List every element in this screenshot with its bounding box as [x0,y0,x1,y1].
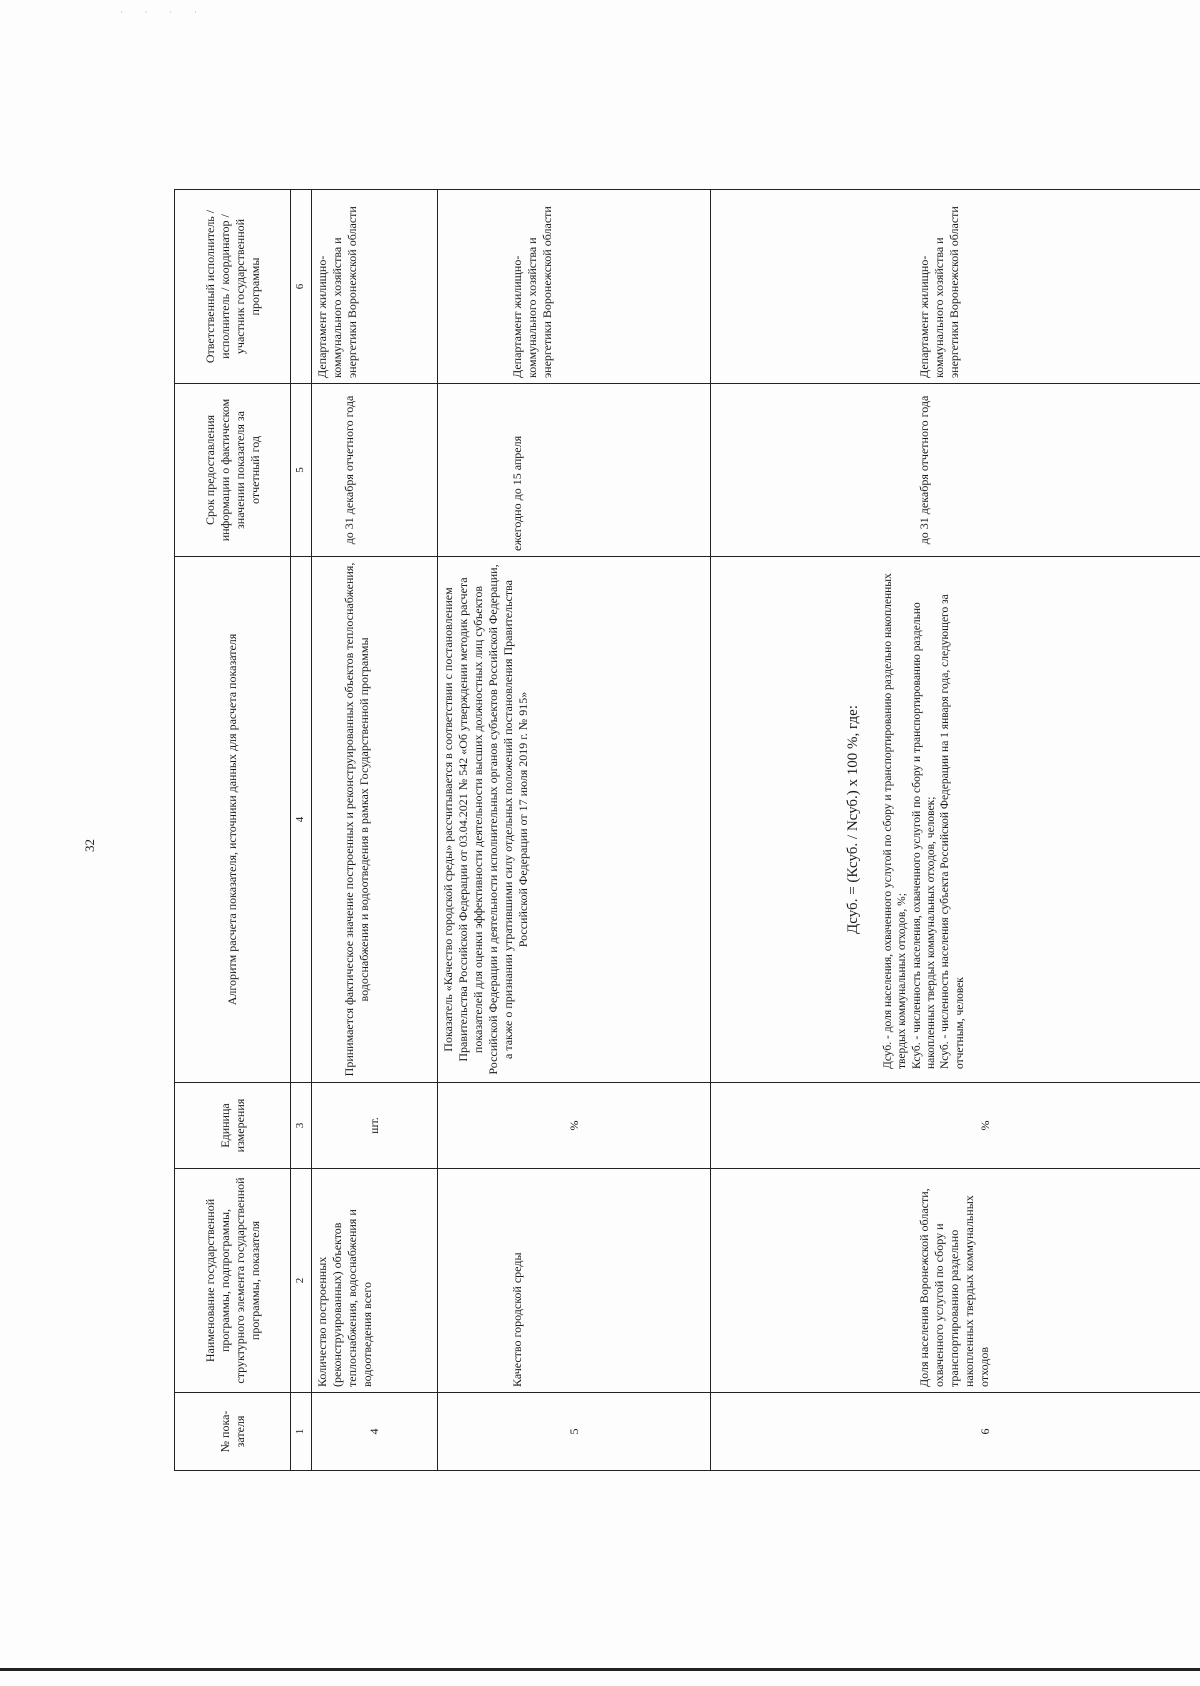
indicator-deadline: до 31 декабря отчетного года [312,384,438,557]
indicator-unit: % [711,1083,1200,1169]
header-deadline: Срок предоставления информации о фактическом значении показателя за отчетный год [175,384,291,557]
formula: Дсуб. = (Ксуб. / Nсуб.) x 100 %, где: [845,705,861,934]
page-number: 32 [82,839,97,852]
header-number: № пока-зателя [175,1393,291,1471]
formula-definition: Nсуб. - численность населения субъекта Российской Федерации на 1 января года, следующего за отчетным, человек [939,594,966,1069]
table-row [438,190,711,1471]
column-number: 5 [291,384,312,557]
indicator-deadline: до 31 декабря отчетного года [711,384,1200,557]
header-algorithm: Алгоритм расчета показателя, источники данных для расчета показателя [175,557,291,1083]
indicator-algorithm: Принимается фактическое значение построенных и реконструированных объектов теплоснабжения, водоснабжения и водоотведения в рамках Государственной программы [312,557,438,1083]
indicator-table [174,189,1200,1471]
row-number: 4 [312,1393,438,1471]
table-row [312,190,438,1471]
column-number: 3 [291,1083,312,1169]
column-number-row [291,190,312,1471]
indicator-responsible: Департамент жилищно-коммунального хозяйства и энергетики Воронежской области [711,190,1200,384]
indicator-algorithm: Показатель «Качество городской среды» рассчитывается в соответствии с постановлением Правительства Российской Федерации от 03.04.2021 № 542 «Об утверждении методик расчета показателей для оценки эффективности деятельности высших должностных лиц субъектов Российской Федерации и деятельности исполнительных органов субъектов Российской Федерации, а также о признании утратившими силу отдельных положений постановления Правительства Российской Федерации от 17 июля 2019 г. № 915» [438,557,711,1083]
header-name: Наименование государственной программы, подпрограммы, структурного элемента государственной программы, показателя [175,1169,291,1393]
indicator-name: Количество построенных (реконструированных) объектов теплоснабжения, водоснабжения и водоотведения всего [312,1169,438,1393]
indicator-name: Доля населения Воронежской области, охваченного услугой по сбору и транспортированию раздельно накопленных твердых коммунальных отходов [711,1169,1200,1393]
row-number: 5 [438,1393,711,1471]
formula-definition: Дсуб. - доля населения, охваченного услугой по сбору и транспортированию раздельно накопленных твердых коммунальных отходов, %; [881,573,909,1069]
scan-specks: · · · · [120,8,207,17]
scan-edge-line [0,1668,1200,1671]
row-number: 6 [711,1393,1200,1471]
column-number: 1 [291,1393,312,1471]
column-number: 6 [291,190,312,384]
indicator-unit: % [438,1083,711,1169]
indicator-algorithm [711,557,1200,1083]
formula-definition: Ксуб. - численность населения, охваченного услугой по сбору и транспортированию раздельно накопленных твердых коммунальных отходов, человек; [910,602,937,1069]
indicator-responsible: Департамент жилищно-коммунального хозяйства и энергетики Воронежской области [438,190,711,384]
indicator-deadline: ежегодно до 15 апреля [438,384,711,557]
indicator-table-rotated [174,190,1200,1471]
column-number: 2 [291,1169,312,1393]
indicator-name: Качество городской среды [438,1169,711,1393]
header-unit: Единица измерения [175,1083,291,1169]
indicator-responsible: Департамент жилищно-коммунального хозяйства и энергетики Воронежской области [312,190,438,384]
column-number: 4 [291,557,312,1083]
header-responsible: Ответственный исполнитель / исполнитель / координатор / участник государственной программы [175,190,291,384]
table-header-row [175,190,291,1471]
indicator-unit: шт. [312,1083,438,1169]
table-row [711,190,1200,1471]
